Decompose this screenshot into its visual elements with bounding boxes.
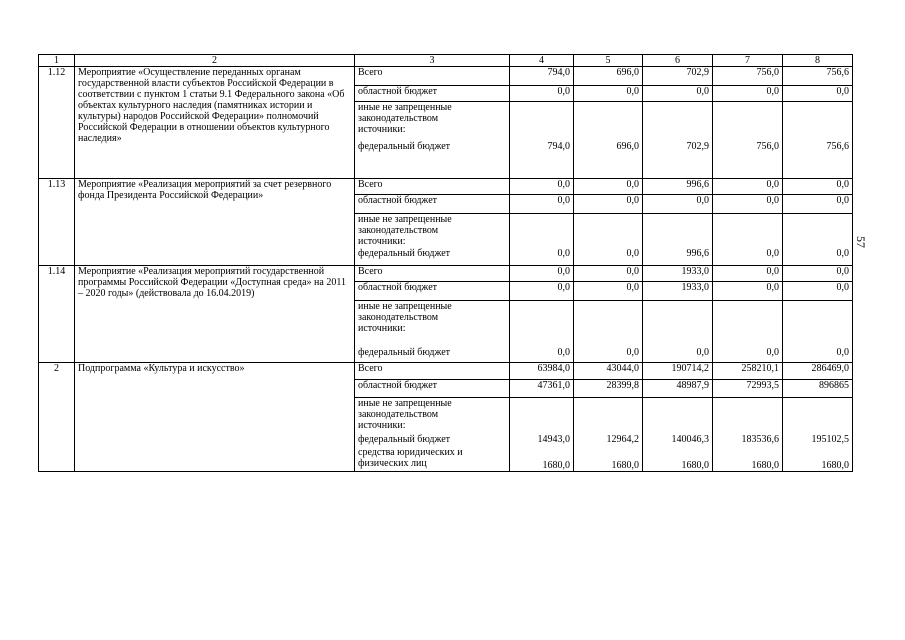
header-row <box>39 55 853 67</box>
value-cell: 0,0 <box>510 248 574 266</box>
value-cell: 696,0 <box>574 67 643 86</box>
value-cell: 0,0 <box>574 347 643 363</box>
value-cell: 0,0 <box>510 266 574 282</box>
value-cell: 63984,0 <box>510 363 574 380</box>
value-cell <box>783 214 853 248</box>
value-cell: 0,0 <box>510 86 574 102</box>
value-cell <box>574 398 643 434</box>
row-number: 1.14 <box>39 266 75 363</box>
value-cell <box>510 214 574 248</box>
value-cell: 0,0 <box>713 86 783 102</box>
source-label: федеральный бюджет <box>355 434 510 447</box>
source-label: областной бюджет <box>355 282 510 301</box>
value-cell: 1680,0 <box>783 447 853 472</box>
value-cell: 0,0 <box>643 347 713 363</box>
row-description: Мероприятие «Реализация мероприятий за счет резервного фонда Президента Российской Федерации» <box>75 179 355 266</box>
header-cell: 8 <box>783 55 853 67</box>
value-cell: 195102,5 <box>783 434 853 447</box>
value-cell: 702,9 <box>643 141 713 179</box>
source-label: Всего <box>355 363 510 380</box>
header-cell: 3 <box>355 55 510 67</box>
value-cell: 0,0 <box>574 248 643 266</box>
value-cell: 702,9 <box>643 67 713 86</box>
value-cell: 1680,0 <box>574 447 643 472</box>
value-cell: 0,0 <box>713 195 783 214</box>
value-cell <box>713 301 783 347</box>
value-cell: 190714,2 <box>643 363 713 380</box>
value-cell: 0,0 <box>713 248 783 266</box>
value-cell <box>574 214 643 248</box>
value-cell: 0,0 <box>783 86 853 102</box>
value-cell: 0,0 <box>783 282 853 301</box>
value-cell: 0,0 <box>713 266 783 282</box>
value-cell <box>510 301 574 347</box>
value-cell: 0,0 <box>643 195 713 214</box>
value-cell <box>574 102 643 141</box>
source-label: Всего <box>355 67 510 86</box>
value-cell <box>713 398 783 434</box>
value-cell <box>510 398 574 434</box>
value-cell: 0,0 <box>574 179 643 195</box>
value-cell: 0,0 <box>574 266 643 282</box>
row-description: Подпрограмма «Культура и искусство» <box>75 363 355 472</box>
value-cell: 0,0 <box>574 195 643 214</box>
value-cell: 1680,0 <box>510 447 574 472</box>
value-cell <box>643 102 713 141</box>
source-label: областной бюджет <box>355 195 510 214</box>
source-label: иные не запрещенные законодательством источники: <box>355 301 510 347</box>
source-label: Всего <box>355 266 510 282</box>
value-cell: 0,0 <box>713 347 783 363</box>
value-cell <box>574 301 643 347</box>
header-cell: 7 <box>713 55 783 67</box>
value-cell <box>783 301 853 347</box>
source-label: средства юридических и физических лиц <box>355 447 510 472</box>
value-cell: 0,0 <box>783 347 853 363</box>
value-cell: 0,0 <box>783 266 853 282</box>
value-cell: 0,0 <box>713 179 783 195</box>
row-number: 2 <box>39 363 75 472</box>
budget-table <box>38 54 853 472</box>
row-description: Мероприятие «Реализация мероприятий государственной программы Российской Федерации «Доступная среда» на 2011 – 2020 годы» (действовала до 16.04.2019) <box>75 266 355 363</box>
value-cell: 1680,0 <box>643 447 713 472</box>
value-cell: 794,0 <box>510 67 574 86</box>
source-label: Всего <box>355 179 510 195</box>
value-cell <box>783 398 853 434</box>
value-cell: 43044,0 <box>574 363 643 380</box>
header-cell: 6 <box>643 55 713 67</box>
page-number: 57 <box>854 236 868 248</box>
header-cell: 4 <box>510 55 574 67</box>
value-cell: 896865 <box>783 380 853 398</box>
source-label: областной бюджет <box>355 86 510 102</box>
source-label: иные не запрещенные законодательством источники: <box>355 102 510 141</box>
value-cell: 183536,6 <box>713 434 783 447</box>
value-cell: 140046,3 <box>643 434 713 447</box>
value-cell: 0,0 <box>510 282 574 301</box>
value-cell: 0,0 <box>783 179 853 195</box>
value-cell: 0,0 <box>713 282 783 301</box>
value-cell: 72993,5 <box>713 380 783 398</box>
value-cell: 0,0 <box>510 179 574 195</box>
value-cell: 1933,0 <box>643 282 713 301</box>
source-label: иные не запрещенные законодательством источники: <box>355 398 510 434</box>
value-cell: 756,6 <box>783 67 853 86</box>
value-cell: 14943,0 <box>510 434 574 447</box>
value-cell <box>643 398 713 434</box>
value-cell <box>783 102 853 141</box>
value-cell: 794,0 <box>510 141 574 179</box>
value-cell: 28399,8 <box>574 380 643 398</box>
value-cell: 48987,9 <box>643 380 713 398</box>
source-label: федеральный бюджет <box>355 347 510 363</box>
value-cell: 996,6 <box>643 179 713 195</box>
value-cell: 696,0 <box>574 141 643 179</box>
value-cell <box>713 214 783 248</box>
table-row <box>39 179 853 195</box>
table-row <box>39 266 853 282</box>
header-cell: 2 <box>75 55 355 67</box>
row-description: Мероприятие «Осуществление переданных органам государственной власти субъектов Российской Федерации в соответствии с пунктом 1 статьи 9.1 Федерального закона «Об объектах культурного наследия (памятниках истории и культуры) народов Российской Федерации» полномочий Российской Федерации в отношении объектов культурного наследия» <box>75 67 355 179</box>
value-cell: 0,0 <box>510 195 574 214</box>
value-cell <box>510 102 574 141</box>
source-label: иные не запрещенные законодательством источники: <box>355 214 510 248</box>
value-cell: 0,0 <box>643 86 713 102</box>
value-cell: 286469,0 <box>783 363 853 380</box>
table-row <box>39 363 853 380</box>
value-cell: 1680,0 <box>713 447 783 472</box>
header-cell: 1 <box>39 55 75 67</box>
value-cell: 0,0 <box>510 347 574 363</box>
source-label: областной бюджет <box>355 380 510 398</box>
value-cell: 1933,0 <box>643 266 713 282</box>
value-cell: 0,0 <box>574 86 643 102</box>
source-label: федеральный бюджет <box>355 141 510 179</box>
source-label: федеральный бюджет <box>355 248 510 266</box>
table-row <box>39 67 853 86</box>
value-cell <box>643 301 713 347</box>
value-cell <box>643 214 713 248</box>
row-number: 1.12 <box>39 67 75 179</box>
value-cell: 0,0 <box>783 195 853 214</box>
value-cell: 756,0 <box>713 141 783 179</box>
value-cell: 996,6 <box>643 248 713 266</box>
value-cell: 0,0 <box>783 248 853 266</box>
value-cell: 756,0 <box>713 67 783 86</box>
value-cell <box>713 102 783 141</box>
value-cell: 12964,2 <box>574 434 643 447</box>
value-cell: 756,6 <box>783 141 853 179</box>
value-cell: 0,0 <box>574 282 643 301</box>
value-cell: 47361,0 <box>510 380 574 398</box>
header-cell: 5 <box>574 55 643 67</box>
row-number: 1.13 <box>39 179 75 266</box>
value-cell: 258210,1 <box>713 363 783 380</box>
